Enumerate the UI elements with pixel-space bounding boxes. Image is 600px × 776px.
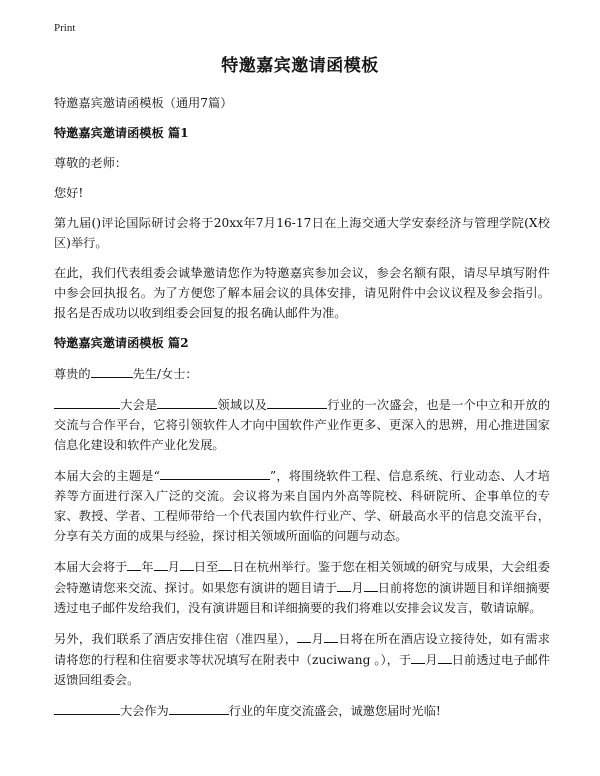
text-segment: 本届大会的主题是“ — [54, 469, 160, 483]
fill-blank — [127, 556, 141, 571]
text-segment: 日将在所在酒店设立接待处，如有需求请将您的行程和住宿要求等状况填写在附表中（zuciwang 。），于 — [54, 632, 550, 667]
salutation-2 — [54, 363, 550, 384]
section2-paragraph-4 — [54, 628, 550, 690]
text-segment: 日前将您的演讲题目和详细摘要透过电子邮件发给我们，没有演讲题目和详细摘要的我们将难以安排会议发言，敬请谅解。 — [54, 581, 550, 615]
section2-paragraph-2 — [54, 465, 550, 546]
text-segment: 月 — [311, 632, 325, 646]
fill-blank — [267, 394, 327, 409]
section2-paragraph-3 — [54, 556, 550, 618]
text-segment: 日至 — [193, 560, 219, 574]
salutation-prefix: 尊贵的 — [54, 367, 91, 381]
fill-blank — [169, 700, 229, 715]
fill-blank — [54, 700, 120, 715]
fill-blank — [157, 394, 217, 409]
section1-paragraph-1: 第九届()评论国际研讨会将于20xx年7月16-17日在上海交通大学安泰经济与管理学院(X校区)举行。 — [54, 216, 550, 250]
fill-blank — [180, 556, 194, 571]
name-blank — [91, 363, 133, 378]
greeting: 您好! — [54, 186, 84, 200]
text-segment: ”，将围绕软件工程、信息系统、行业动态、人才培养等方面进行深入广泛的交流。会议将为来自国内外高等院校、科研院所、企事单位的专家、教授、学者、工程师带给一个代表国内软件行业产、学、研最高水平的信息交流平台，分享有关方面的成果与经验，探讨相关领域所面临的问题与动态。 — [54, 469, 550, 543]
text-segment: 月 — [167, 560, 180, 574]
text-segment: 月 — [425, 653, 438, 667]
text-segment: 年 — [141, 560, 154, 574]
fill-blank — [337, 577, 351, 592]
fill-blank — [297, 628, 311, 643]
text-segment: 行业的年度交流盛会，诚邀您届时光临! — [228, 704, 441, 718]
section-heading-2: 特邀嘉宾邀请函模板 篇2 — [54, 336, 189, 350]
salutation-1: 尊敬的老师： — [54, 156, 128, 170]
text-segment: 日在杭州举行。鉴于您在相关领域的研究与成果，大会组委会特邀请您来交流、探讨。如果您有演讲的题目请于 — [54, 560, 551, 595]
section1-paragraph-2: 在此，我们代表组委会诚挚邀请您作为特邀嘉宾参加会议，参会名额有限，请尽早填写附件中参会回执报名。为了方便您了解本届会议的具体安排，请见附件中会议议程及参会指引。报名是否成功以收到组委会回复的报名确认邮件为准。 — [54, 266, 550, 320]
section2-paragraph-1 — [54, 394, 550, 455]
fill-blank — [54, 394, 120, 409]
salutation-suffix: 先生/女士： — [132, 367, 198, 381]
fill-blank — [438, 649, 452, 664]
section2-paragraph-5 — [54, 700, 550, 721]
document-subtitle: 特邀嘉宾邀请函模板（通用7篇） — [54, 96, 233, 110]
text-segment: 日前透过电子邮件返馈回组委会。 — [54, 653, 551, 687]
fill-blank — [324, 628, 338, 643]
fill-blank — [160, 465, 270, 480]
text-segment: 月 — [351, 581, 364, 595]
section-heading-1: 特邀嘉宾邀请函模板 篇1 — [54, 126, 189, 140]
text-segment: 大会作为 — [120, 704, 169, 718]
fill-blank — [218, 556, 232, 571]
document-body — [54, 93, 550, 731]
fill-blank — [411, 649, 425, 664]
print-label: Print — [54, 22, 76, 34]
text-segment: 行业的一次盛会，也是一个中立和开放的交流与合作平台，它将引领软件人才向中国软件产业作更多、更深入的思辨，用心推进国家信息化建设和软件产业化发展。 — [54, 398, 551, 452]
fill-blank — [364, 577, 378, 592]
page-title: 特邀嘉宾邀请函模板 — [221, 56, 379, 76]
text-segment: 本届大会将于 — [54, 560, 128, 574]
text-segment: 领域以及 — [217, 398, 268, 412]
fill-blank — [154, 556, 168, 571]
text-segment: 大会是 — [120, 398, 158, 412]
text-segment: 另外，我们联系了酒店安排住宿（准四星）， — [54, 632, 298, 646]
